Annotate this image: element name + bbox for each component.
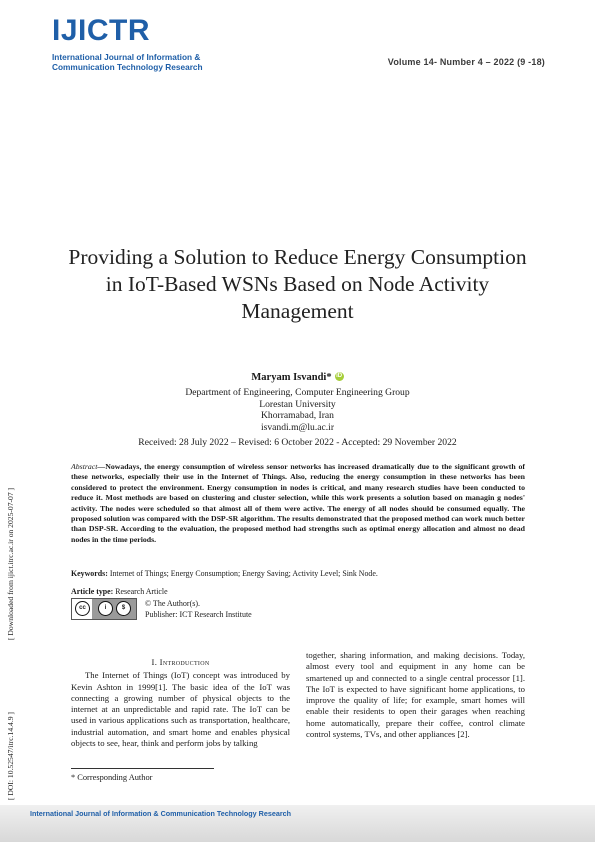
body-left-column bbox=[71, 657, 290, 749]
copyright-block bbox=[145, 598, 252, 620]
journal-name-line1: International Journal of Information & bbox=[52, 52, 201, 62]
keywords-label: Keywords: bbox=[71, 569, 108, 578]
article-type-value: Research Article bbox=[115, 587, 168, 596]
affiliation-department: Department of Engineering, Computer Engineering Group bbox=[185, 387, 410, 398]
abstract-text: —Nowadays, the energy consumption of wireless sensor networks has increased dramatically due to the significant growth of these networks, especially their use in the Internet of Things. Also, reducing the energy consumption in these networks has been considered to protect the environment. Energy consumption in nodes is critical, and many research studies have been conducted to reduce it. Most methods are based on clustering and cluster selection, while this work presents a solution based on managin g nodes' activity. The nodes were scheduled so that almost all of them were active. The energy of all nodes should be consumed equally. The proposed solution was compared with the DSP-SR algorithm. The results demonstrated that the proposed method can work much better than DSP-SR. According to the evaluation, the proposed method had strengths such as optimal energy allocation and almost no dead nodes in the time periods. bbox=[71, 462, 525, 544]
abstract-label: Abstract bbox=[71, 462, 98, 471]
publisher: Publisher: ICT Research Institute bbox=[145, 610, 252, 619]
cc-icon: cc bbox=[75, 601, 90, 616]
affiliation-city: Khorramabad, Iran bbox=[261, 410, 334, 422]
author-name: Maryam Isvandi* bbox=[251, 372, 332, 383]
copyright: © The Author(s). bbox=[145, 599, 201, 608]
section-number: I. bbox=[151, 657, 158, 667]
cc-nc-icon: $ bbox=[116, 601, 131, 616]
footnote: * Corresponding Author bbox=[71, 773, 153, 782]
doi-stamp[interactable]: [ DOI: 10.52547/itrc.14.4.9 ] bbox=[6, 712, 15, 800]
author-email[interactable]: isvandi.m@lu.ac.ir bbox=[260, 421, 335, 433]
keywords bbox=[71, 569, 525, 578]
journal-logo: IJICTR bbox=[52, 14, 151, 47]
abstract bbox=[71, 462, 525, 545]
volume-info: Volume 14- Number 4 – 2022 (9 -18) bbox=[387, 57, 545, 67]
keywords-list: Internet of Things; Energy Consumption; Energy Saving; Activity Level; Sink Node. bbox=[109, 569, 378, 578]
author-line bbox=[0, 372, 595, 383]
article-type bbox=[71, 587, 168, 596]
submission-dates: Received: 28 July 2022 – Revised: 6 October 2022 - Accepted: 29 November 2022 bbox=[138, 437, 457, 448]
cc-license-badge[interactable] bbox=[71, 598, 137, 620]
intro-paragraph: The Internet of Things (IoT) concept was introduced by Kevin Ashton in 1999[1]. The basic idea of the IoT was connecting a growing number of physical objects to the internet at an unpredictable and rapid rate. The IoT can be used in various applications such as transportation, healthcare, industrial automation, and smart home and enables physical objects to see, hear, think and perform jobs by talking bbox=[71, 670, 290, 749]
journal-name-line2: Communication Technology Research bbox=[52, 62, 203, 72]
article-type-label: Article type: bbox=[71, 587, 114, 596]
section-title: Introduction bbox=[159, 657, 210, 667]
download-stamp: [ Downloaded from ijict.itrc.ac.ir on 2025-07-07 ] bbox=[6, 487, 15, 640]
section-heading bbox=[71, 657, 290, 668]
intro-paragraph-continued: together, sharing information, and making decisions. Today, almost every tool and equipment in any home can be smartened up and connected to a single central processor [1]. The IoT is expected to have significant home applications, to improve the quality of life; for example, smart homes will enable their residents to open their garages when reaching home automatically, prepare their coffee, control climate control systems, TVs, and other appliances [2]. bbox=[306, 650, 525, 740]
footnote-divider bbox=[71, 768, 214, 769]
cc-by-icon: i bbox=[98, 601, 113, 616]
affiliation-university: Lorestan University bbox=[259, 398, 336, 410]
affiliation bbox=[0, 387, 595, 433]
body-right-column bbox=[306, 650, 525, 740]
journal-name bbox=[52, 52, 282, 72]
orcid-icon[interactable]: iD bbox=[336, 373, 343, 379]
footer-journal-name: International Journal of Information & Communication Technology Research bbox=[30, 809, 292, 818]
paper-title: Providing a Solution to Reduce Energy Consumption in IoT-Based WSNs Based on Node Activity Management bbox=[68, 245, 527, 323]
